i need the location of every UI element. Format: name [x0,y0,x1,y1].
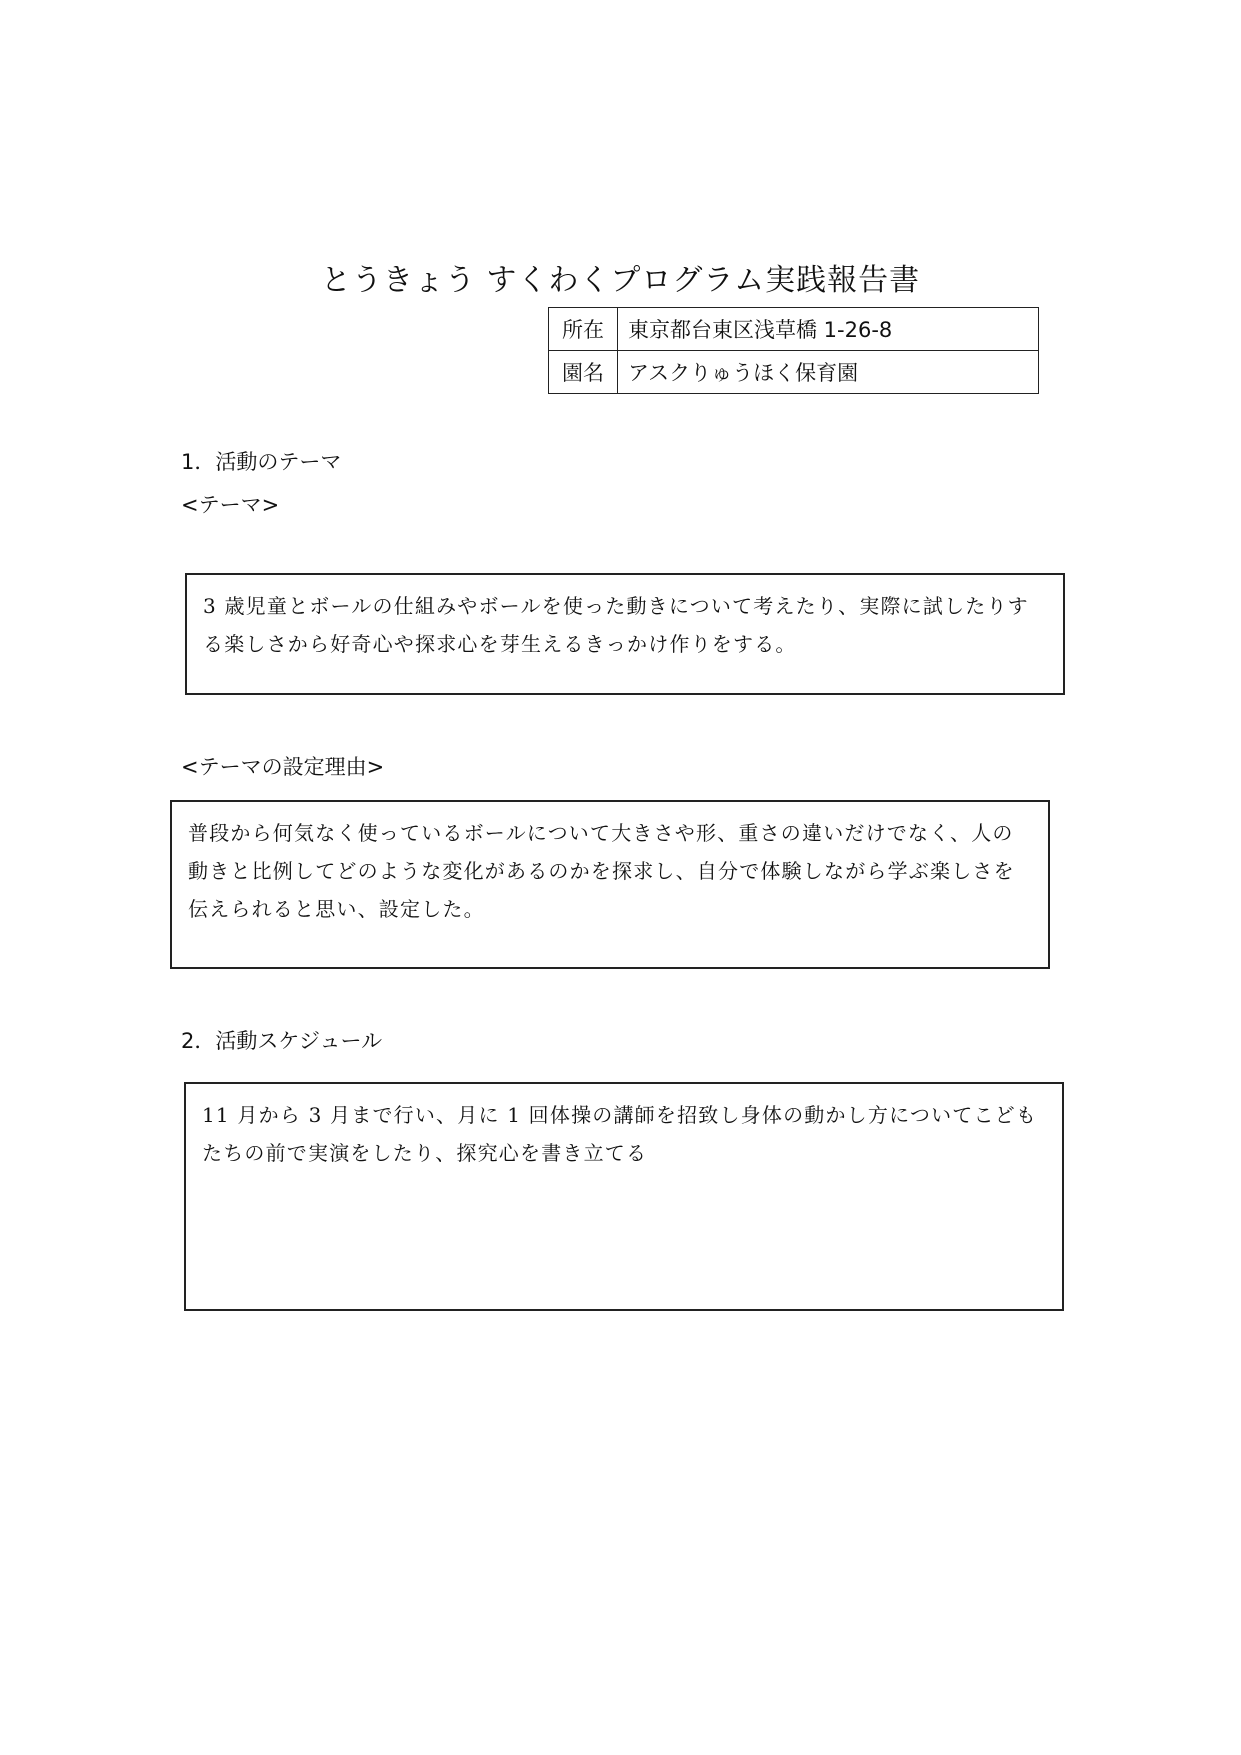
info-row-location [549,308,1039,351]
theme-box [185,573,1065,695]
theme-text: 3 歳児童とボールの仕組みやボールを使った動きについて考えたり、実際に試したりする楽しさから好奇心や探求心を芽生えるきっかけ作りをする。 [203,594,1029,656]
reason-label: <テーマの設定理由> [181,755,385,779]
section1-heading: 1．活動のテーマ [181,450,342,474]
schedule-box [184,1082,1064,1311]
location-value: 東京都台東区浅草橋 1-26-8 [618,308,1039,351]
info-row-name [549,351,1039,394]
name-label: 園名 [549,351,618,394]
section2-heading: 2．活動スケジュール [181,1029,383,1053]
schedule-text: 11 月から 3 月まで行い、月に 1 回体操の講師を招致し身体の動かし方についてこどもたちの前で実演をしたり、探究心を書き立てる [202,1103,1038,1165]
location-label: 所在 [549,308,618,351]
name-value: アスクりゅうほく保育園 [618,351,1039,394]
info-table [548,307,1039,394]
reason-text: 普段から何気なく使っているボールについて大きさや形、重さの違いだけでなく、人の動きと比例してどのような変化があるのかを探求し、自分で体験しながら学ぶ楽しさを伝えられると思い、設定した。 [188,821,1015,921]
reason-box [170,800,1050,969]
document-title: とうきょう すくわくプログラム実践報告書 [320,263,921,298]
theme-label: <テーマ> [181,493,280,517]
